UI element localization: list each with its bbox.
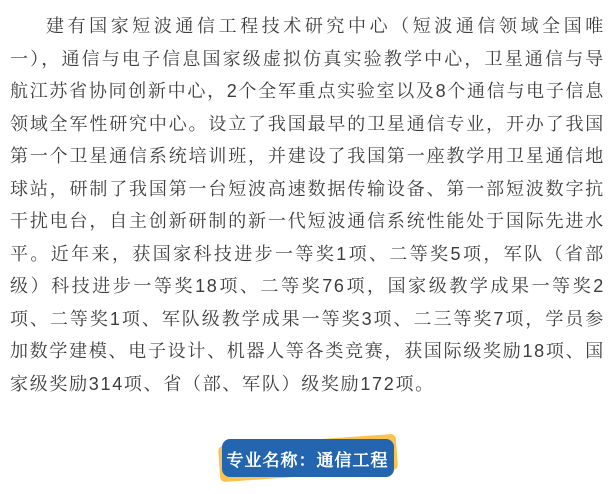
major-name-badge[interactable] xyxy=(222,439,394,477)
badge-label: 专业名称：通信工程 xyxy=(222,439,394,477)
article-paragraph: 建有国家短波通信工程技术研究中心（短波通信领域全国唯一），通信与电子信息国家级虚拟仿真实验教学中心，卫星通信与导航江苏省协同创新中心，2个全军重点实验室以及8个通信与电子信息领域全军性研究中心。设立了我国最早的卫星通信专业，开办了我国第一个卫星通信系统培训班，并建设了我国第一座教学用卫星通信地球站，研制了我国第一台短波高速数据传输设备、第一部短波数字抗干扰电台，自主创新研制的新一代短波通信系统性能处于国际先进水平。近年来，获国家科技进步一等奖1项、二等奖5项，军队（省部级）科技进步一等奖18项、二等奖76项，国家级教学成果一等奖2项、二等奖1项、军队级教学成果一等奖3项、二三等奖7项，学员参加数学建模、电子设计、机器人等各类竞赛，获国际级奖励18项、国家级奖励314项、省（部、军队）级奖励172项。 xyxy=(10,16,605,394)
